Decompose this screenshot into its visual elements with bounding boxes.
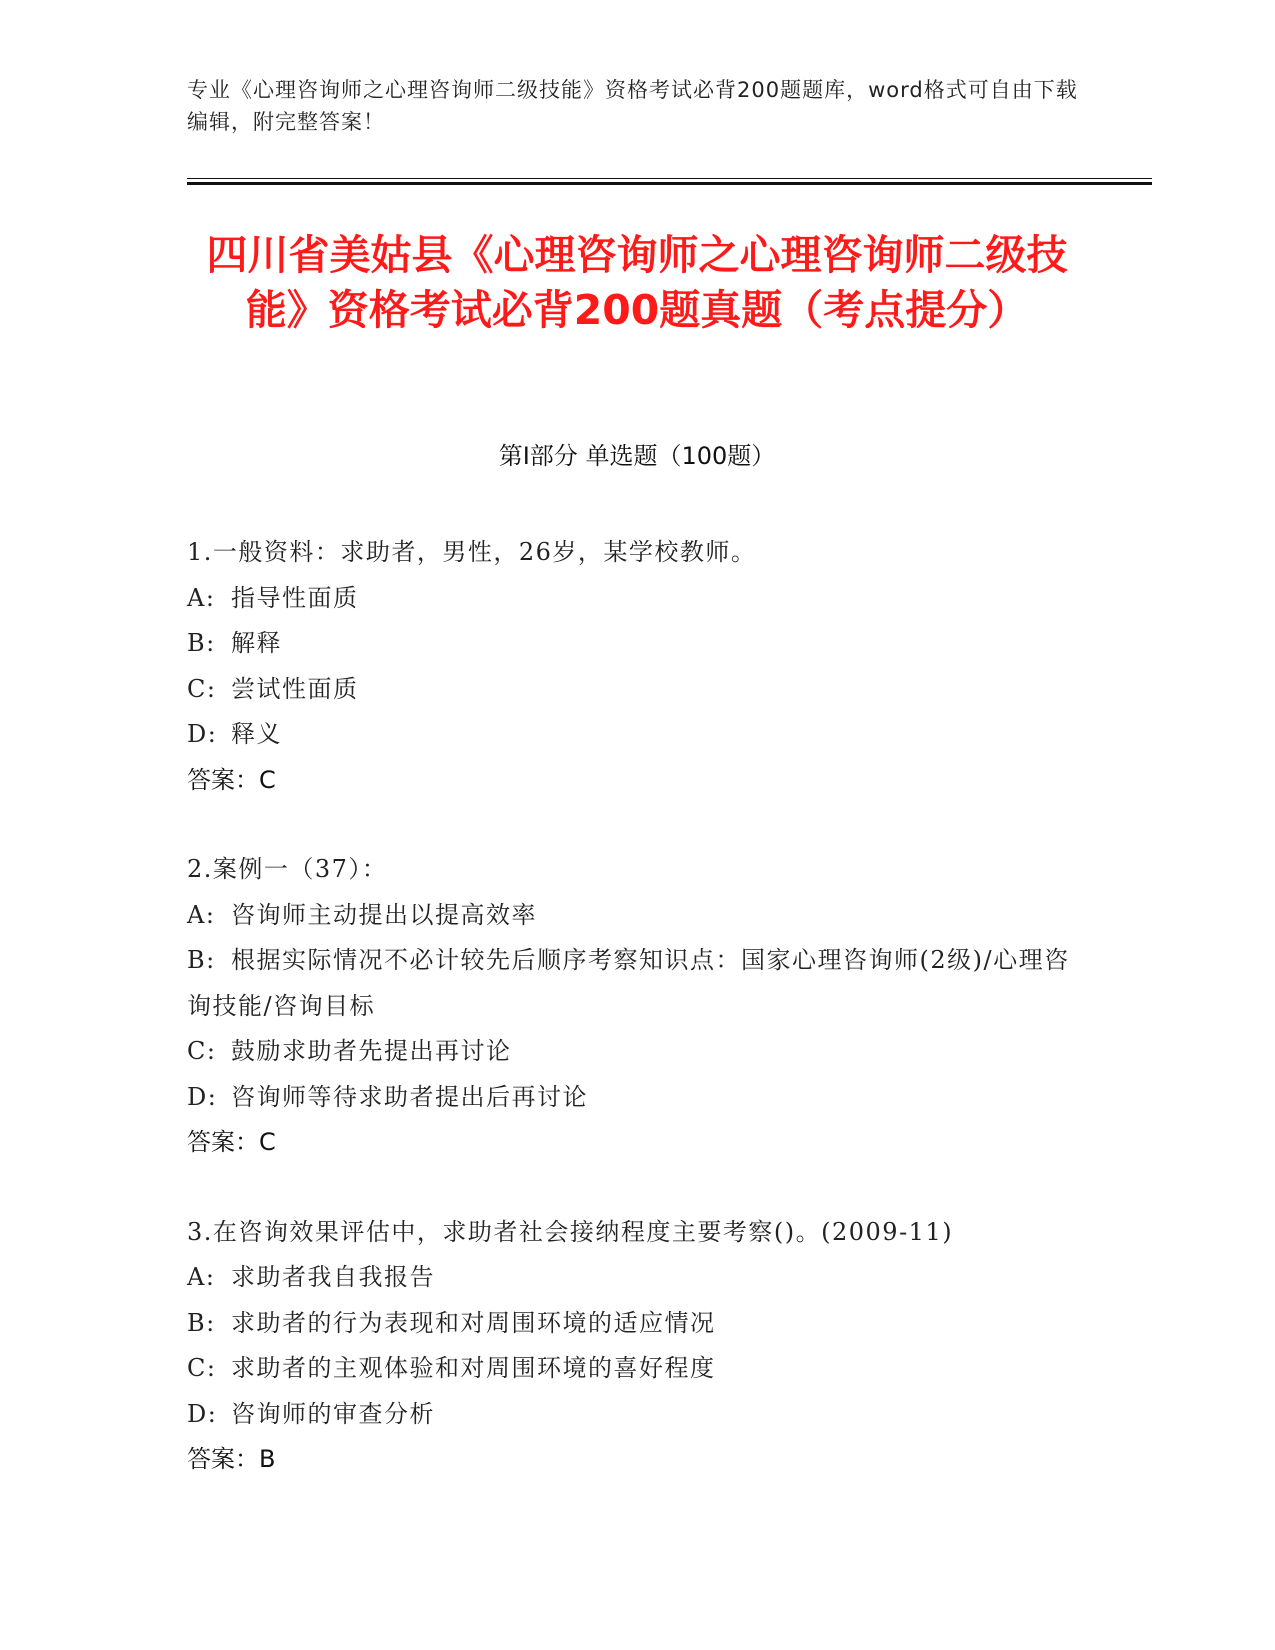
- option-d: [187, 1075, 1087, 1121]
- option-label: A:: [187, 1263, 216, 1291]
- option-label: B:: [187, 629, 216, 657]
- option-text: 解释: [231, 629, 282, 657]
- option-b: [187, 1301, 1087, 1347]
- option-label: A:: [187, 900, 216, 929]
- answer-line: 答案：B: [187, 1445, 276, 1473]
- header-note: 专业《心理咨询师之心理咨询师二级技能》资格考试必背200题题库，word格式可自由下载编辑，附完整答案！: [187, 78, 1078, 134]
- document-title: 四川省美姑县《心理咨询师之心理咨询师二级技能》资格考试必背200题真题（考点提分）: [206, 231, 1068, 334]
- option-a: [187, 893, 1087, 939]
- option-label: B:: [187, 1308, 216, 1337]
- option-text: 咨询师等待求助者提出后再讨论: [231, 1082, 588, 1111]
- option-c: [187, 1346, 1087, 1392]
- option-label: B:: [187, 946, 216, 974]
- option-text: 指导性面质: [231, 583, 359, 612]
- option-a: [187, 576, 1087, 622]
- option-b: [187, 938, 1087, 1029]
- option-label: D:: [187, 1399, 218, 1428]
- option-label: C:: [187, 1354, 217, 1382]
- option-label: C:: [187, 674, 217, 703]
- option-label: C:: [187, 1037, 217, 1065]
- section-title: 第I部分 单选题（100题）: [498, 442, 776, 470]
- question-3: [187, 1210, 1087, 1483]
- header-divider-thick: [187, 182, 1152, 185]
- option-c: [187, 667, 1087, 713]
- question-1: [187, 530, 1087, 803]
- question-stem: 3.在咨询效果评估中，求助者社会接纳程度主要考察()。(2009-11): [187, 1217, 954, 1246]
- option-label: A:: [187, 583, 216, 612]
- option-b: [187, 621, 1087, 667]
- option-text: 咨询师主动提出以提高效率: [231, 900, 537, 929]
- option-d: [187, 712, 1087, 758]
- option-label: D:: [187, 720, 218, 748]
- option-text: 鼓励求助者先提出再讨论: [231, 1037, 512, 1065]
- question-stem: 1.一般资料：求助者，男性，26岁，某学校教师。: [187, 538, 757, 566]
- answer-line: 答案：C: [187, 765, 276, 794]
- answer-line: 答案：C: [187, 1128, 276, 1156]
- option-text: 释义: [231, 720, 282, 748]
- option-c: [187, 1029, 1087, 1075]
- option-text: 咨询师的审查分析: [231, 1399, 435, 1428]
- option-text: 根据实际情况不必计较先后顺序考察知识点：国家心理咨询师(2级)/心理咨询技能/咨询目标: [187, 946, 1070, 1020]
- question-list: [187, 530, 1087, 1527]
- option-text: 求助者的行为表现和对周围环境的适应情况: [231, 1308, 716, 1337]
- option-text: 求助者的主观体验和对周围环境的喜好程度: [231, 1354, 716, 1382]
- question-2: [187, 847, 1087, 1166]
- question-stem: 2.案例一（37）：: [187, 855, 388, 883]
- header-divider-thin: [187, 178, 1152, 179]
- option-label: D:: [187, 1082, 218, 1111]
- option-a: [187, 1255, 1087, 1301]
- option-text: 求助者我自我报告: [231, 1263, 435, 1291]
- option-text: 尝试性面质: [231, 674, 359, 703]
- option-d: [187, 1392, 1087, 1438]
